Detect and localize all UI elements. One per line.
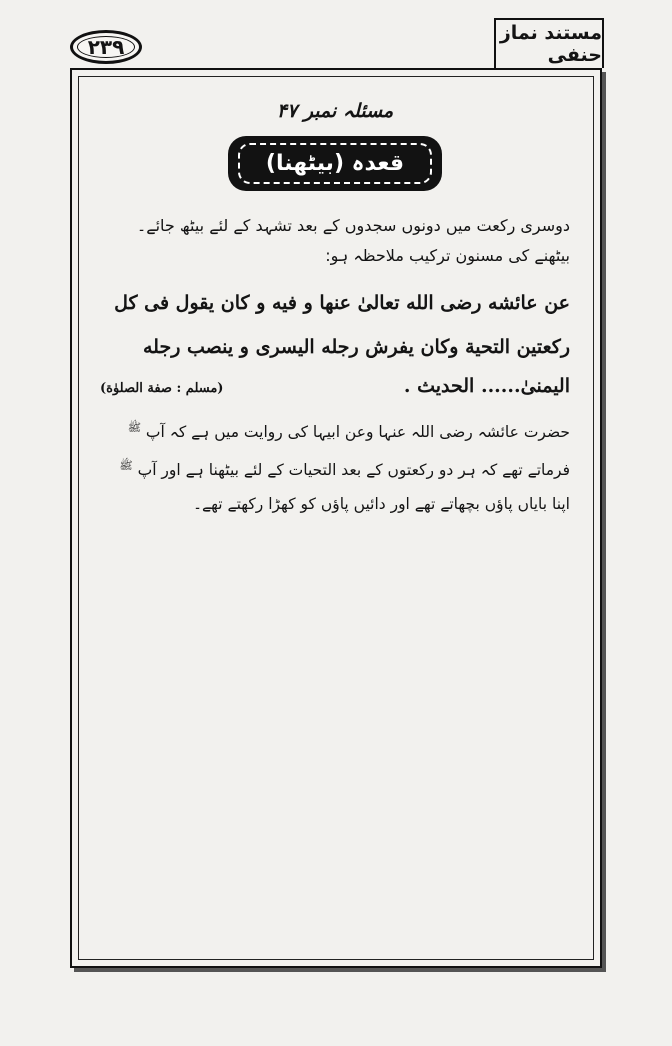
- arabic-line-3-row: [100, 369, 570, 403]
- arabic-line-1: عن عائشه رضی الله تعالىٰ عنها و فيه و كان يقول فی كل: [114, 292, 570, 314]
- page-number-text: ۲۳۹: [87, 35, 125, 59]
- title-badge-wrapper: [100, 136, 570, 191]
- title-badge: [228, 136, 442, 191]
- translation-line-1-text: حضرت عائشہ رضی اللہ عنہا وعن ابیہا کی روایت میں ہے کہ آپ: [145, 423, 570, 442]
- issue-label: مسئلہ نمبر ۴۷: [276, 100, 394, 122]
- urdu-translation: [100, 411, 570, 521]
- arabic-line-2: ركعتين التحية وكان يفرش رجله اليسرى و ينصب رجله: [143, 336, 570, 358]
- intro-line-1: دوسری رکعت میں دونوں سجدوں کے بعد تشہد کے لئے بیٹھ جائے۔: [136, 216, 570, 235]
- hadith-reference: (مسلم : صفة الصلوٰة): [100, 381, 224, 396]
- honorific-mark-1: ﷺ: [127, 421, 141, 434]
- book-title: مستند نماز حنفی: [499, 22, 602, 66]
- translation-line-3: اپنا بایاں پاؤں بچھاتے تھے اور دائیں پاؤں کو کھڑا رکھتے تھے۔: [192, 495, 570, 514]
- honorific-mark-2: ﷺ: [119, 459, 133, 473]
- translation-line-1: [100, 411, 570, 449]
- book-title-tab: [494, 18, 604, 68]
- issue-title: قعدہ (بیٹھنا): [238, 143, 432, 184]
- arabic-line-3: اليمنىٰ...... الحديث .: [403, 375, 570, 397]
- page-number: [70, 30, 142, 64]
- translation-line-2: [100, 449, 570, 487]
- intro-line-2: بیٹھنے کی مسنون ترکیب ملاحظہ ہو:: [325, 246, 570, 265]
- translation-line-2-text: فرماتے تھے کہ ہر دو رکعتوں کے بعد التحیات کے لئے بیٹھنا ہے اور آپ: [137, 461, 570, 480]
- page-content: [100, 100, 570, 521]
